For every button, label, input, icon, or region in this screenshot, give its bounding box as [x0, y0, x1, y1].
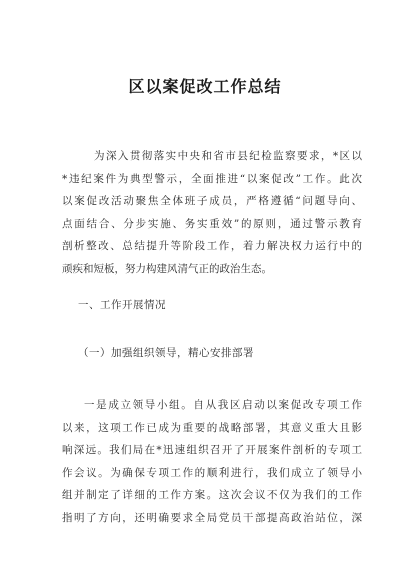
section-heading: 一、工作开展情况 — [78, 299, 166, 311]
text-line: 指明了方向，还明确要求全局党员干部提高政治站位，深 — [62, 511, 362, 524]
text-line: 点面结合、分步实施、务实重效”的原则，通过警示教育 — [62, 217, 362, 230]
text-line: 为深入贯彻落实中央和省市县纪检监察要求，*区以 — [94, 150, 362, 162]
text-line: 一是成立领导小组。自从我区启动以案促改专项工作 — [84, 399, 362, 411]
text-line: 以来，这项工作已成为重要的战略部署，其意义重大且影 — [62, 421, 362, 434]
subsection-heading: （一）加强组织领导，精心安排部署 — [78, 347, 254, 359]
text-line: 作会议。为确保专项工作的顺利进行，我们成立了领导小 — [62, 466, 362, 479]
body-paragraph — [62, 394, 362, 530]
text-line: 响深远。我们局在*迅速组织召开了开展案件剖析的专项工 — [62, 444, 362, 457]
document-title: 区以案促改工作总结 — [128, 77, 282, 96]
text-line: 顽疾和短板，努力构建风清气正的政治生态。 — [62, 262, 272, 275]
text-line: 以案促改活动聚焦全体班子成员，严格遵循“问题导向、 — [62, 195, 362, 208]
intro-paragraph — [62, 145, 362, 281]
text-line: *违纪案件为典型警示，全面推进“以案促改”工作。此次 — [62, 172, 362, 185]
text-line: 组并制定了详细的工作方案。这次会议不仅为我们的工作 — [62, 489, 362, 502]
text-line: 剖析整改、总结提升等阶段工作，着力解决权力运行中的 — [62, 240, 362, 253]
